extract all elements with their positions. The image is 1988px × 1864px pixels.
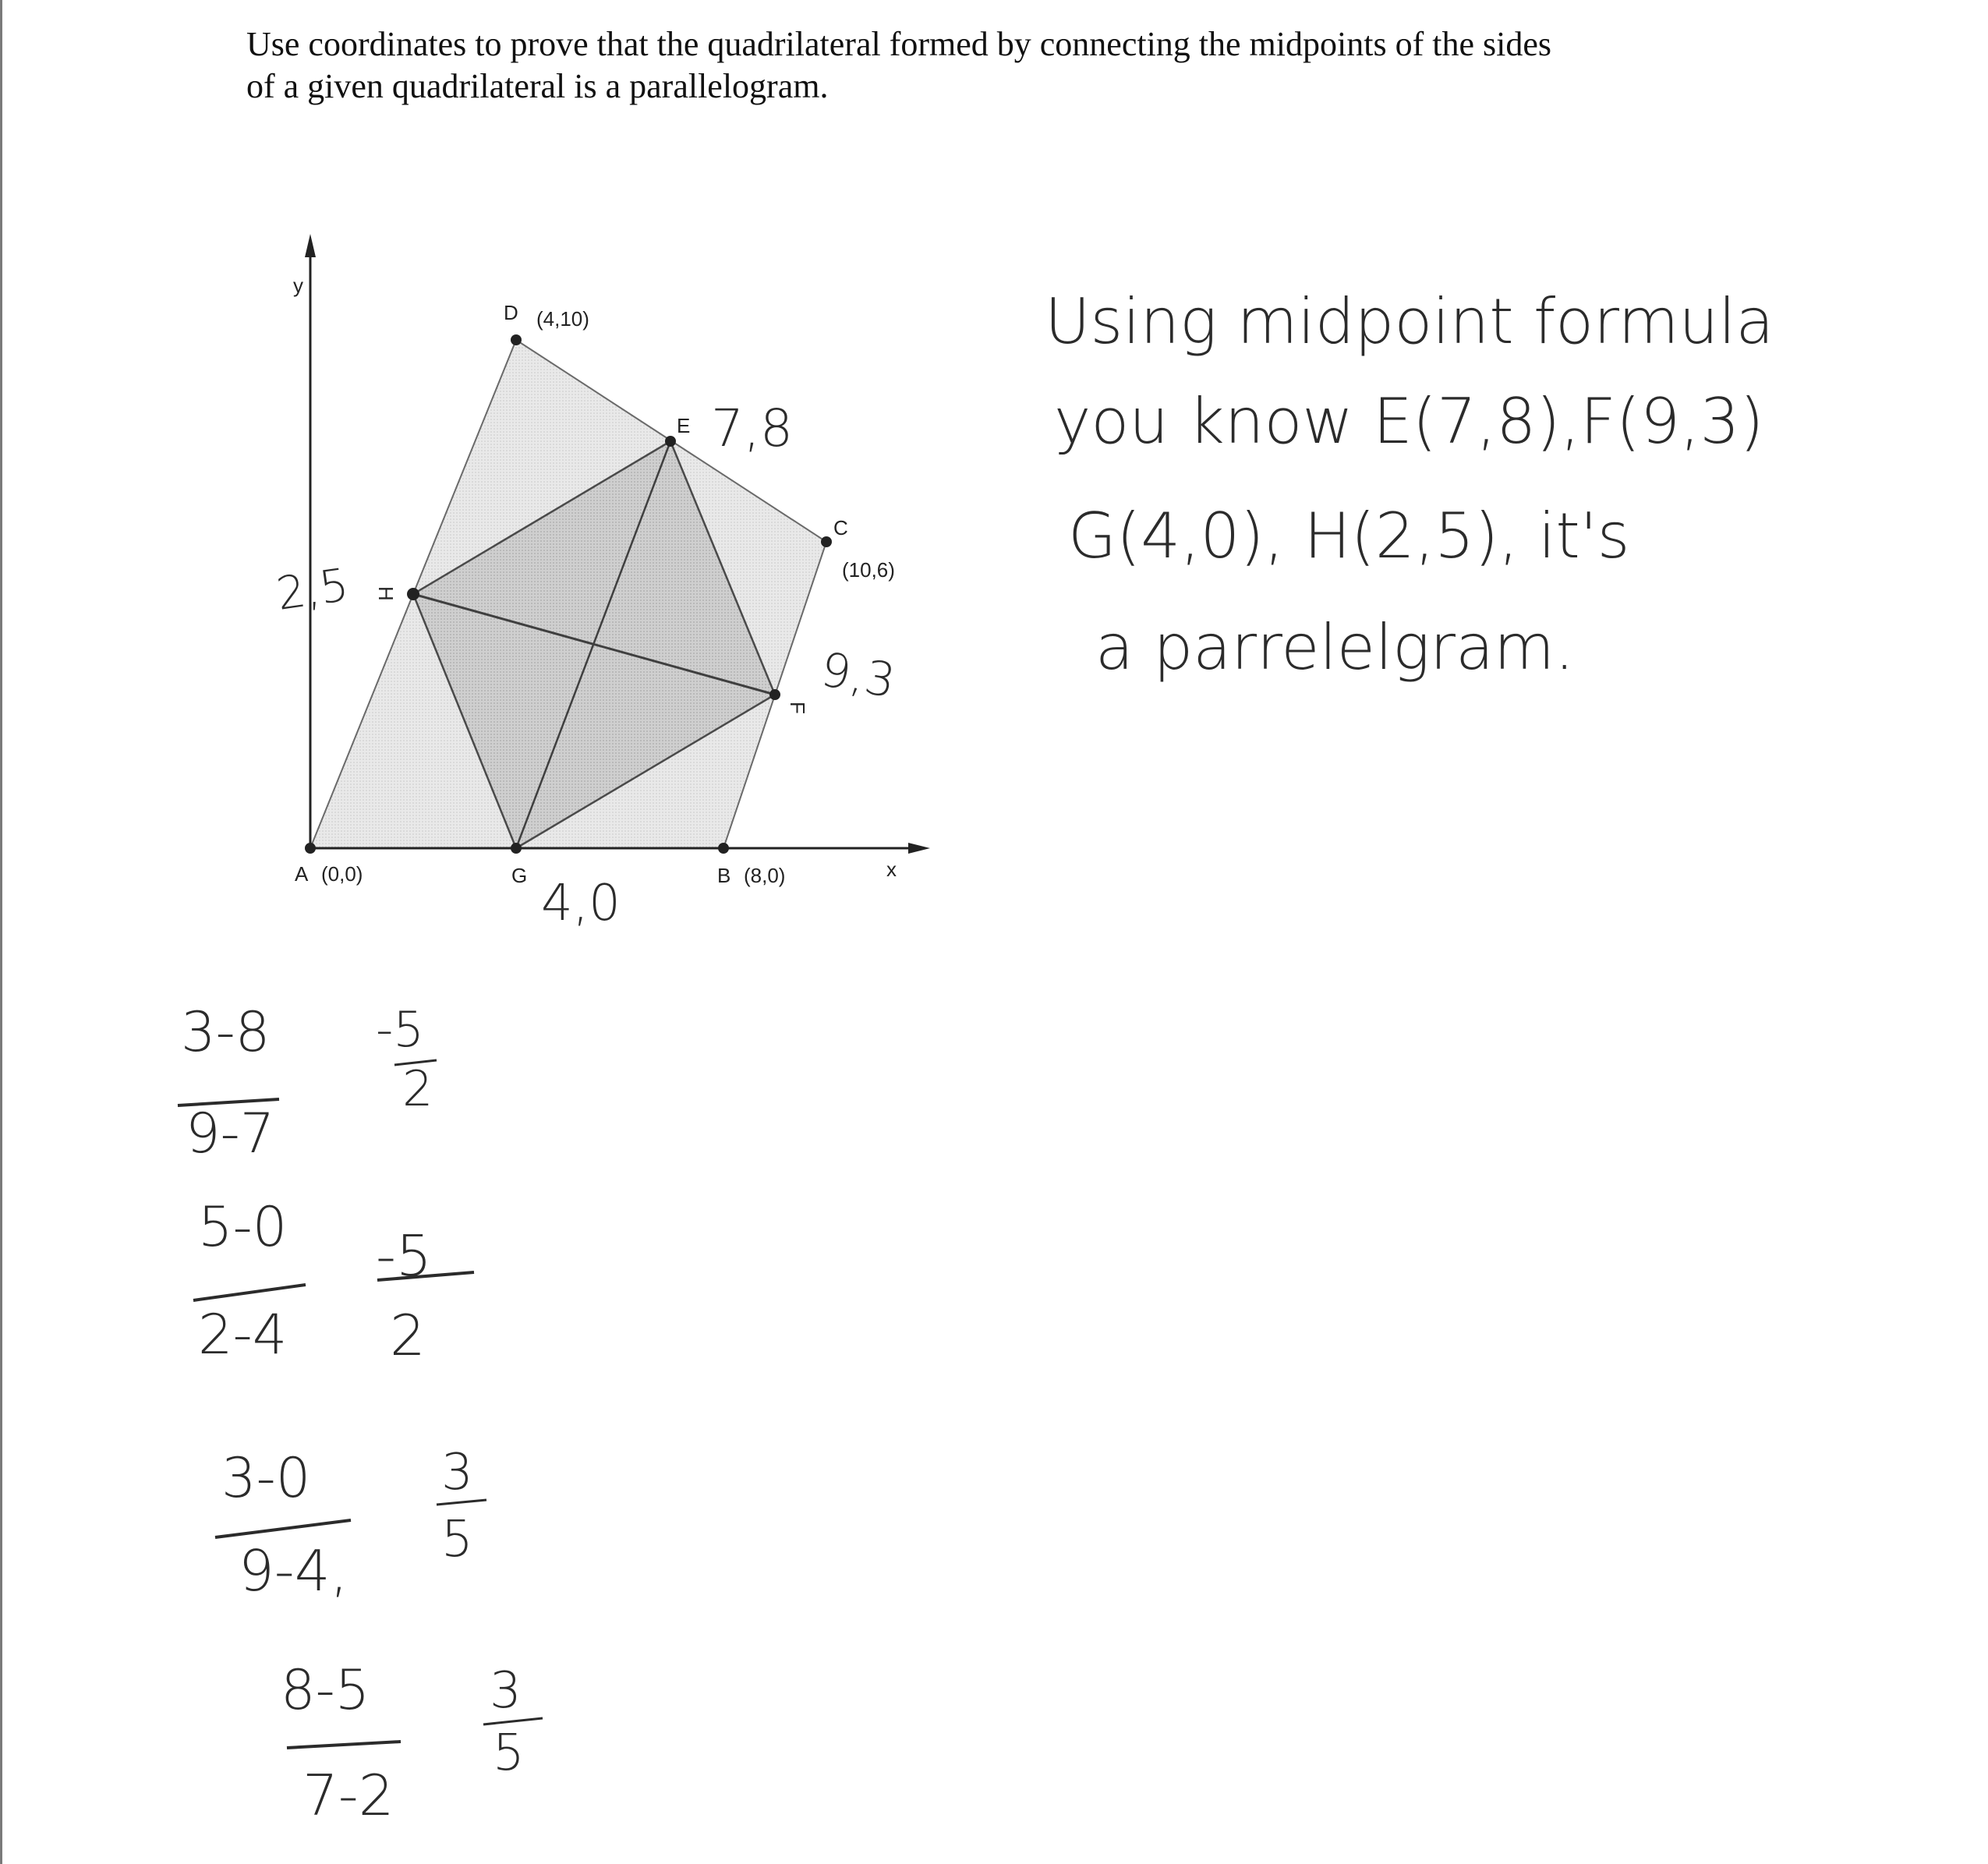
point-f [769,689,780,700]
explanation-line-3: G(4,0), H(2,5), it's [1068,500,1630,572]
slope-he-denominator: 7-2 [302,1763,394,1828]
slope-gh-denominator: 2-4 [198,1303,288,1367]
slope-he-numerator: 8-5 [281,1658,370,1722]
slope-fg [215,1444,486,1604]
slope-fg-fraction-bar [215,1520,351,1537]
point-b [718,843,729,854]
point-d [511,334,522,345]
point-e [665,436,676,447]
slope-ef [178,1000,437,1165]
question-line-2: of a given quadrilateral is a parallelogram. [246,67,829,105]
point-c [821,536,832,547]
label-f: F [786,702,809,714]
explanation-line-1: Using midpoint formula [1045,285,1774,358]
label-c-coord: (10,6) [842,558,895,582]
explanation-line-2: you know E(7,8),F(9,3) [1054,385,1764,458]
x-axis-arrow [908,843,930,854]
slope-ef-denominator: 9-7 [186,1102,275,1165]
note-h-coord: 2,5 [273,557,352,621]
slope-gh [193,1195,474,1368]
label-a: A [295,862,309,886]
slope-he-result-den: 5 [493,1724,525,1782]
label-b-coord: (8,0) [744,864,786,887]
slope-he-fraction-bar [287,1742,401,1748]
point-h [407,588,419,600]
slope-he-result-num: 3 [490,1662,522,1720]
x-axis-label: x [886,858,897,881]
label-c: C [833,516,848,539]
y-axis-arrow [305,234,316,257]
label-h: H [374,586,398,601]
slope-work [178,1000,543,1828]
note-e-coord: 7,8 [711,398,793,458]
slope-gh-result-den: 2 [390,1303,426,1368]
slope-fg-result-den: 5 [441,1511,473,1569]
slope-gh-fraction-bar [193,1285,306,1300]
slope-fg-result-num: 3 [441,1444,473,1501]
slope-gh-numerator: 5-0 [198,1195,288,1259]
label-d: D [504,301,518,324]
question-line-1: Use coordinates to prove that the quadrilateral formed by connecting the midpoints of the sides [246,25,1551,63]
slope-ef-result-num: -5 [376,1001,424,1058]
label-e: E [677,414,691,437]
label-d-coord: (4,10) [536,307,589,331]
label-b: B [717,864,731,887]
point-g [511,843,522,854]
slope-he [281,1658,543,1828]
point-a [305,843,316,854]
slope-ef-result-den: 2 [402,1060,433,1117]
explanation-line-4: a parrelelgram. [1095,611,1575,684]
note-f-coord: 9,3 [816,642,900,709]
label-g: G [511,864,528,887]
y-axis-label: y [293,274,303,297]
handwritten-explanation [1045,285,1774,684]
label-a-coord: (0,0) [321,862,363,886]
slope-fg-numerator: 3-0 [221,1446,311,1510]
slope-fg-denominator: 9-4, [239,1538,348,1604]
slope-gh-result-num: -5 [376,1223,432,1289]
slope-ef-numerator: 3-8 [181,1000,271,1064]
note-g-coord: 4,0 [541,875,621,932]
